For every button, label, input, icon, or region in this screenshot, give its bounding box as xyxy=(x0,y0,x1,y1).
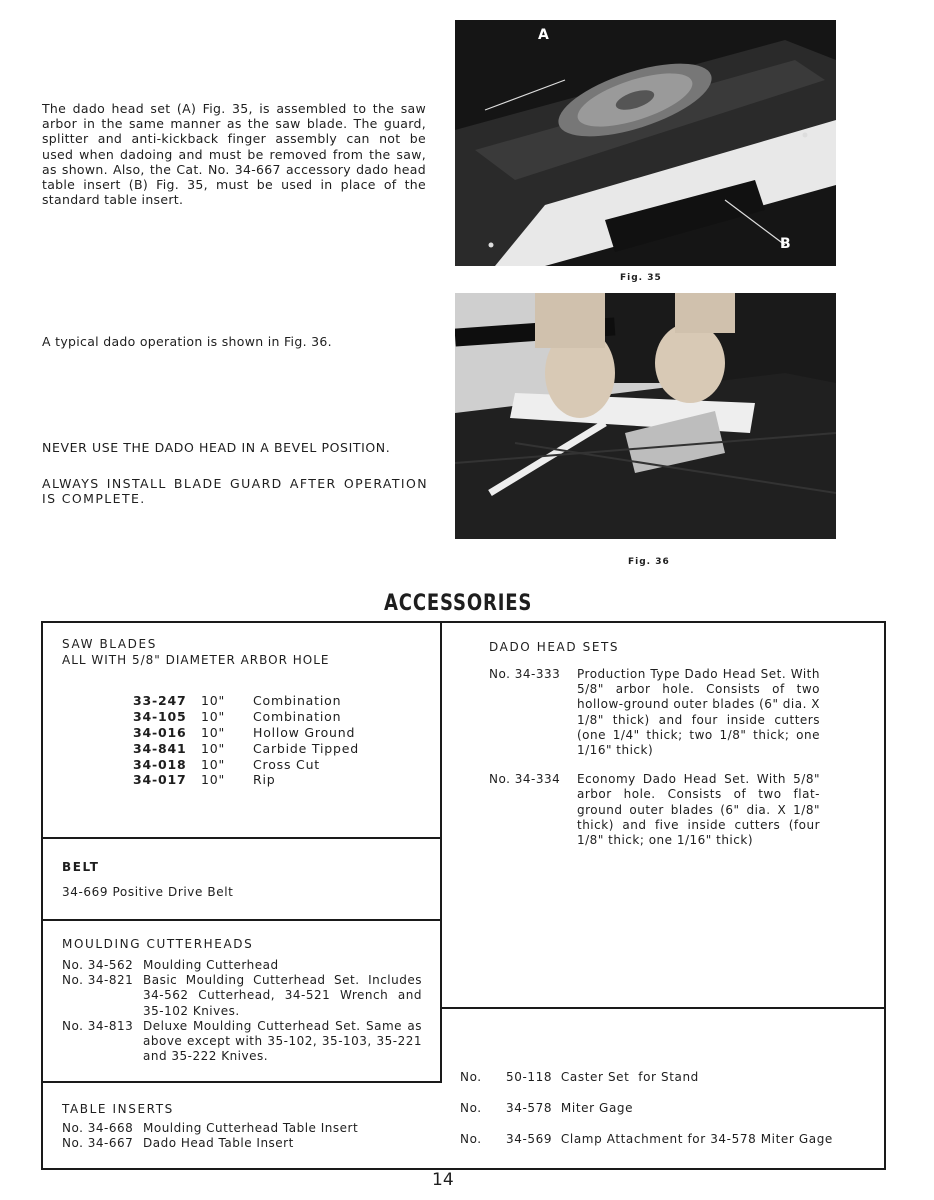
divider-belt-moulding xyxy=(41,919,442,921)
belt-item: 34-669 Positive Drive Belt xyxy=(62,885,234,899)
blade-size: 10" xyxy=(201,740,226,756)
moulding-item-code: No. 34-813 xyxy=(62,1018,134,1033)
blade-row xyxy=(133,725,359,741)
moulding-title: MOULDING CUTTERHEADS xyxy=(62,937,254,951)
warning-guard: ALWAYS INSTALL BLADE GUARD AFTER OPERATION IS COMPLETE. xyxy=(42,476,428,507)
moulding-item-description: Deluxe Moulding Cutterhead Set. Same as above except with 35-102, 35-103, 35-221 and 35-222 Knives. xyxy=(143,1018,422,1064)
blade-size: 10" xyxy=(201,724,226,740)
moulding-item xyxy=(62,1019,422,1065)
moulding-item-description: Basic Moulding Cutterhead Set. Includes 34-562 Cutterhead, 34-521 Wrench and 35-102 Knives. xyxy=(143,973,422,1018)
moulding-item xyxy=(62,973,422,1019)
blade-row xyxy=(133,709,359,725)
accessories-heading: ACCESSORIES xyxy=(384,591,533,616)
saw-blades-subtitle: ALL WITH 5/8" DIAMETER ARBOR HOLE xyxy=(62,653,330,667)
misc-item-text: 34-569 Clamp Attachment for 34-578 Miter Gage xyxy=(506,1132,833,1146)
insert-item xyxy=(62,1121,422,1136)
moulding-item-code: No. 34-562 xyxy=(62,958,134,972)
blade-number: 34-105 xyxy=(133,709,187,725)
saw-blades-table xyxy=(133,693,359,788)
blade-type: Cross Cut xyxy=(253,756,320,772)
blade-number: 34-016 xyxy=(133,724,187,740)
dado-set-item xyxy=(489,667,820,758)
table-inserts-list xyxy=(62,1121,422,1151)
blade-number: 34-841 xyxy=(133,740,187,756)
dado-operation-illustration xyxy=(455,293,836,539)
intro-paragraph: The dado head set (A) Fig. 35, is assembled to the saw arbor in the same manner as the saw blade. The guard, splitter and anti-kickback finger assembly can not be used when dadoing and must be removed from the saw, as shown. Also, the Cat. No. 34-667 accessory dado head table insert (B) Fig. 35, must be used in place of the standard table insert. xyxy=(42,101,426,208)
divider-dado-misc xyxy=(440,1007,886,1009)
fig35-caption: Fig. 35 xyxy=(620,273,662,283)
dado-set-item-code: No. 34-333 xyxy=(489,667,561,681)
moulding-item-description: Moulding Cutterhead xyxy=(143,958,279,972)
insert-item-code: No. 34-668 xyxy=(62,1121,134,1135)
misc-item xyxy=(460,1101,870,1132)
fig35-label-a: A xyxy=(538,27,549,43)
blade-type: Carbide Tipped xyxy=(253,740,359,756)
moulding-item xyxy=(62,958,422,973)
dado-set-item-code: No. 34-334 xyxy=(489,772,561,787)
misc-item xyxy=(460,1132,870,1163)
blade-type: Hollow Ground xyxy=(253,724,356,740)
blade-row xyxy=(133,740,359,756)
blade-size: 10" xyxy=(201,772,226,788)
insert-item-description: Dado Head Table Insert xyxy=(143,1136,294,1151)
misc-item-text: 50-118 Caster Set for Stand xyxy=(506,1070,699,1084)
fig36-caption: Fig. 36 xyxy=(628,557,670,567)
misc-item-no: No. xyxy=(460,1101,482,1115)
fig36-photo xyxy=(455,293,836,539)
blade-number: 33-247 xyxy=(133,693,187,709)
typical-operation-text: A typical dado operation is shown in Fig. 36. xyxy=(42,334,332,349)
blade-row xyxy=(133,756,359,772)
insert-item xyxy=(62,1136,422,1151)
misc-item xyxy=(460,1070,870,1101)
moulding-item-code: No. 34-821 xyxy=(62,973,134,988)
dado-set-item-description: Economy Dado Head Set. With 5/8" arbor hole. Consists of two flat-ground outer blades (6" dia. X 1/8" thick) and five inside cutters (four 1/8" thick; one 1/16" thick) xyxy=(577,772,820,848)
belt-title: BELT xyxy=(62,860,100,874)
dado-set-item xyxy=(489,772,820,848)
blade-row xyxy=(133,772,359,788)
misc-list xyxy=(460,1070,870,1163)
blade-number: 34-018 xyxy=(133,756,187,772)
saw-blades-title: SAW BLADES xyxy=(62,637,157,651)
blade-type: Rip xyxy=(253,772,276,788)
table-inserts-title: TABLE INSERTS xyxy=(62,1102,174,1116)
blade-number: 34-017 xyxy=(133,772,187,788)
divider-vertical xyxy=(440,621,442,1083)
warning-bevel: NEVER USE THE DADO HEAD IN A BEVEL POSITION. xyxy=(42,440,391,455)
insert-item-code: No. 34-667 xyxy=(62,1136,134,1151)
blade-size: 10" xyxy=(201,756,226,772)
fig35-photo xyxy=(455,20,836,266)
page-number: 14 xyxy=(432,1170,454,1190)
blade-type: Combination xyxy=(253,693,342,709)
misc-item-no: No. xyxy=(460,1070,482,1084)
divider-saw-belt xyxy=(41,837,442,839)
misc-item-text: 34-578 Miter Gage xyxy=(506,1101,634,1115)
misc-item-no: No. xyxy=(460,1132,482,1146)
dado-sets-title: DADO HEAD SETS xyxy=(489,640,620,654)
dado-set-item-description: Production Type Dado Head Set. With 5/8" arbor hole. Consists of two hollow-ground outer blades (6" dia. X 1/8" thick) and four inside cutters (one 1/4" thick; two 1/8" thick; one 1/16" thick) xyxy=(577,667,820,758)
blade-row xyxy=(133,693,359,709)
divider-moulding-inserts xyxy=(41,1081,442,1083)
blade-size: 10" xyxy=(201,709,226,725)
insert-item-description: Moulding Cutterhead Table Insert xyxy=(143,1121,359,1135)
moulding-list xyxy=(62,958,422,1064)
dado-sets-list xyxy=(489,667,820,862)
blade-type: Combination xyxy=(253,709,342,725)
blade-size: 10" xyxy=(201,693,226,709)
dado-head-illustration xyxy=(455,20,836,266)
fig35-label-b: B xyxy=(780,236,791,252)
